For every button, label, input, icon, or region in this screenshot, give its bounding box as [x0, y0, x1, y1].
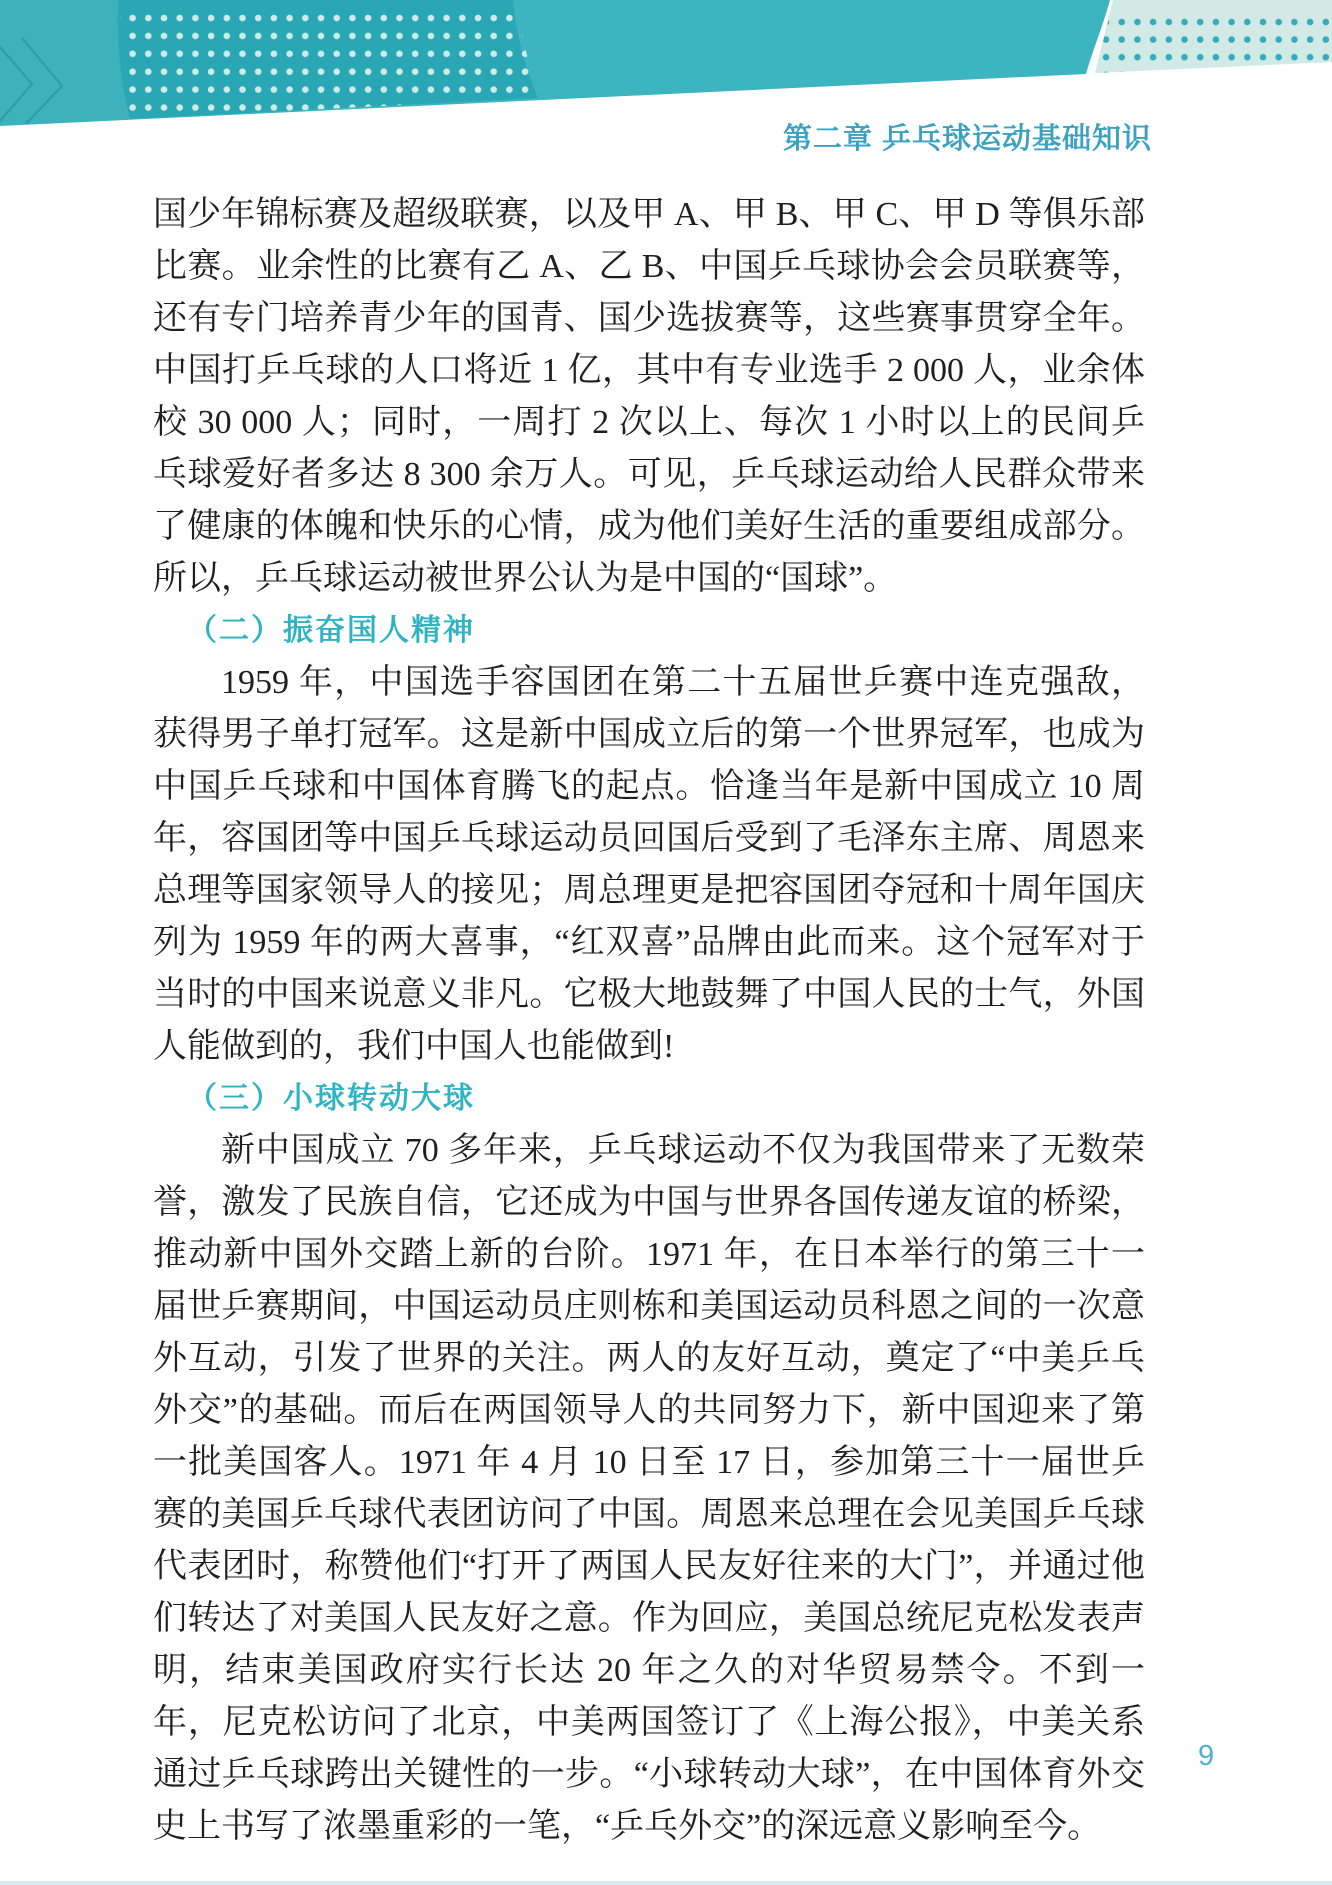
section-2-paragraph: 1959 年，中国选手容国团在第二十五届世乒赛中连克强敌，获得男子单打冠军。这是新中国成立后的第一个世界冠军，也成为中国乒乓球和中国体育腾飞的起点。恰逢当年是新中国成立 10 周年，容国团等中国乒乓球运动员回国后受到了毛泽东主席、周恩来总理等国家领导人的接见；周总理更是把容国团夺冠和十周年国庆列为 1959 年的两大喜事，“红双喜”品牌由此而来。这个冠军对于当时的中国来说意义非凡。它极大地鼓舞了中国人民的士气，外国人能做到的，我们中国人也能做到!	[153, 664, 1145, 1065]
banner-left-band	[0, 0, 130, 125]
bottom-edge-strip	[0, 1881, 1332, 1885]
page-body-text	[153, 189, 1145, 1853]
section-3-paragraph: 新中国成立 70 多年来，乒乓球运动不仅为我国带来了无数荣誉，激发了民族自信，它还成为中国与世界各国传递友谊的桥梁，推动新中国外交踏上新的台阶。1971 年，在日本举行的第三十一届世乒赛期间，中国运动员庄则栋和美国运动员科恩之间的一次意外互动，引发了世界的关注。两人的友好互动，奠定了“中美乒乓外交”的基础。而后在两国领导人的共同努力下，新中国迎来了第一批美国客人。1971 年 4 月 10 日至 17 日，参加第三十一届世乒赛的美国乒乓球代表团访问了中国。周恩来总理在会见美国乒乓球代表团时，称赞他们“打开了两国人民友好往来的大门”，并通过他们转达了对美国人民友好之意。作为回应，美国总统尼克松发表声明，结束美国政府实行长达 20 年之久的对华贸易禁令。不到一年，尼克松访问了北京，中美两国签订了《上海公报》，中美关系通过乒乓球跨出关键性的一步。“小球转动大球”，在中国体育外交史上书写了浓墨重彩的一笔，“乒乓外交”的深远意义影响至今。	[153, 1132, 1145, 1845]
section-heading-3: （三）小球转动大球	[187, 1082, 475, 1115]
paragraph-continued: 国少年锦标赛及超级联赛，以及甲 A、甲 B、甲 C、甲 D 等俱乐部比赛。业余性的比赛有乙 A、乙 B、中国乒乓球协会会员联赛等，还有专门培养青少年的国青、国少选拔赛等，这些赛事贯穿全年。 中国打乒乓球的人口将近 1 亿，其中有专业选手 2 000 人，业余体校 30 000 人；同时，一周打 2 次以上、每次 1 小时以上的民间乒乓球爱好者多达 8 300 余万人。可见，乒乓球运动给人民群众带来了健康的体魄和快乐的心情，成为他们美好生活的重要组成部分。所以，乒乓球运动被世界公认为是中国的“国球”。	[153, 196, 1145, 597]
teal-dots-pattern	[1095, 14, 1332, 73]
page-number: 9	[1198, 1740, 1215, 1772]
header-banner	[0, 0, 1332, 132]
section-heading-2: （二）振奋国人精神	[187, 614, 475, 647]
chapter-title: 第二章 乒乓球运动基础知识	[782, 123, 1152, 155]
